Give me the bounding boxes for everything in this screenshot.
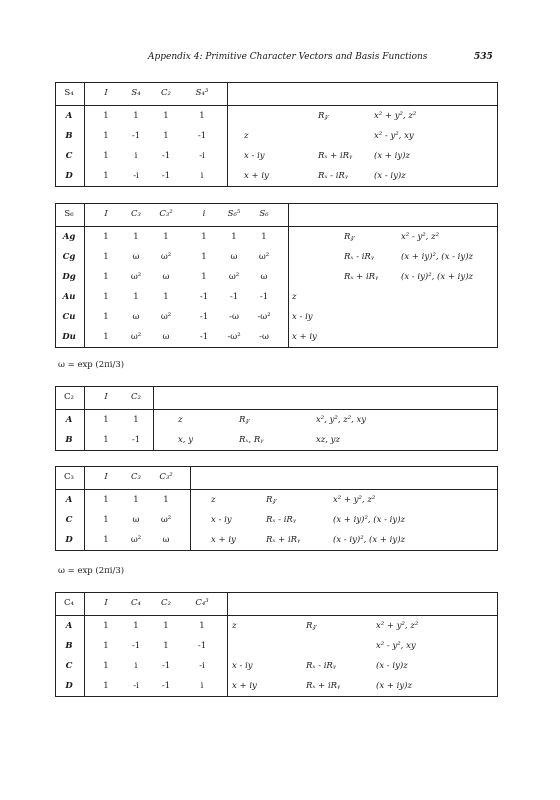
character-value: 1 <box>103 171 109 181</box>
quadratic-function: x² + y², z² <box>376 621 419 631</box>
class-header: C₃² <box>159 472 173 482</box>
basis-divider <box>227 593 228 696</box>
character-value: 1 <box>163 495 169 505</box>
character-value: 1 <box>103 435 109 445</box>
linear-function: z <box>211 495 216 505</box>
irrep-label: A <box>65 415 73 425</box>
character-value: 1 <box>163 641 169 651</box>
character-value: ω² <box>130 332 142 342</box>
irrep-label: Dg <box>62 272 76 282</box>
linear-function: x + iy <box>244 171 269 181</box>
quadratic-function: (x + iy)², (x - iy)z <box>401 252 473 262</box>
irrep-label: C <box>65 151 73 161</box>
quadratic-function: x², y², z², xy <box>316 415 367 425</box>
character-value: i <box>134 151 138 161</box>
class-header: I <box>104 392 108 402</box>
basis-divider <box>288 204 289 347</box>
irrep-label: A <box>65 495 73 505</box>
character-value: 1 <box>163 131 169 141</box>
character-value: 1 <box>103 332 109 342</box>
table-row <box>56 287 497 307</box>
irrep-label: Au <box>62 292 76 302</box>
column-divider <box>84 204 85 347</box>
basis-divider <box>153 387 154 450</box>
character-value: 1 <box>103 515 109 525</box>
class-header: I <box>104 88 108 98</box>
irrep-label: B <box>65 641 73 651</box>
table-row <box>56 656 497 676</box>
omega-note-s6: ω = exp (2πi/3) <box>58 360 125 370</box>
character-value: 1 <box>103 151 109 161</box>
character-value: i <box>200 171 204 181</box>
rotation: R𝓏 <box>344 232 355 242</box>
character-value: -1 <box>131 131 141 141</box>
class-header: C₃ <box>131 209 141 219</box>
character-value: 1 <box>133 415 139 425</box>
character-value: 1 <box>261 232 267 242</box>
character-value: ω² <box>258 252 270 262</box>
rotation: Rₓ - iRᵧ <box>306 661 337 671</box>
character-value: ω² <box>160 515 172 525</box>
linear-function: x - iy <box>292 312 313 322</box>
character-value: 1 <box>103 292 109 302</box>
table-header-row <box>56 204 497 227</box>
character-value: -1 <box>199 332 209 342</box>
character-table-c3 <box>55 466 498 551</box>
character-value: ω <box>132 312 140 322</box>
character-value: 1 <box>163 111 169 121</box>
character-value: -1 <box>197 131 207 141</box>
quadratic-function: (x - iy)z <box>374 171 406 181</box>
character-value: -ω² <box>257 312 271 322</box>
quadratic-function: x² - y², xy <box>376 641 416 651</box>
class-header: i <box>202 209 206 219</box>
table-row <box>56 146 497 166</box>
linear-function: x - iy <box>244 151 265 161</box>
character-value: 1 <box>133 232 139 242</box>
character-value: 1 <box>163 292 169 302</box>
character-value: -1 <box>199 312 209 322</box>
class-header: C₂ <box>161 598 171 608</box>
group-name: C₄ <box>64 598 74 608</box>
character-table-c2 <box>55 386 498 451</box>
character-value: 1 <box>103 272 109 282</box>
character-value: -ω <box>229 312 239 322</box>
irrep-label: Du <box>62 332 76 342</box>
character-value: 1 <box>103 495 109 505</box>
irrep-label: C <box>65 661 73 671</box>
quadratic-function: (x - iy)², (x + iy)z <box>333 535 405 545</box>
character-value: 1 <box>231 232 237 242</box>
linear-function: x + iy <box>232 681 257 691</box>
class-header: S₄ <box>131 88 141 98</box>
character-value: i <box>200 681 204 691</box>
character-value: -1 <box>161 151 171 161</box>
character-value: ω <box>230 252 238 262</box>
character-value: -1 <box>161 681 171 691</box>
class-header: C₄ <box>131 598 141 608</box>
class-header: I <box>104 209 108 219</box>
character-value: -1 <box>161 661 171 671</box>
class-header: I <box>104 598 108 608</box>
character-value: 1 <box>103 681 109 691</box>
character-value: -ω <box>259 332 269 342</box>
character-value: 1 <box>163 621 169 631</box>
irrep-label: B <box>65 131 73 141</box>
class-header: S₆ <box>259 209 269 219</box>
column-divider <box>84 593 85 696</box>
linear-function: x - iy <box>232 661 253 671</box>
irrep-label: C <box>65 515 73 525</box>
linear-function: x + iy <box>292 332 317 342</box>
character-value: 1 <box>103 252 109 262</box>
quadratic-function: x² - y², xy <box>374 131 414 141</box>
character-value: 1 <box>103 111 109 121</box>
character-value: ω² <box>130 535 142 545</box>
character-value: 1 <box>133 111 139 121</box>
table-row <box>56 247 497 267</box>
irrep-label: A <box>65 621 73 631</box>
column-divider <box>84 467 85 550</box>
linear-function: x - iy <box>211 515 232 525</box>
table-row <box>56 490 497 510</box>
table-row <box>56 307 497 327</box>
character-value: ω² <box>160 252 172 262</box>
character-value: -i <box>199 661 205 671</box>
rotation: Rₓ, Rᵧ <box>239 435 264 445</box>
linear-function: z <box>232 621 237 631</box>
rotation: R𝓏 <box>239 415 250 425</box>
character-value: 1 <box>103 641 109 651</box>
table-row <box>56 430 497 450</box>
class-header: C₃² <box>159 209 173 219</box>
character-value: ω <box>260 272 268 282</box>
class-header: C₄³ <box>195 598 209 608</box>
omega-note-c3: ω = exp (2πi/3) <box>58 566 125 576</box>
quadratic-function: x² + y², z² <box>333 495 376 505</box>
column-divider <box>84 83 85 186</box>
character-value: 1 <box>103 232 109 242</box>
character-value: -1 <box>131 435 141 445</box>
class-header: S₆⁵ <box>227 209 241 219</box>
quadratic-function: (x - iy)z <box>376 661 408 671</box>
class-header: C₂ <box>161 88 171 98</box>
quadratic-function: (x + iy)z <box>374 151 410 161</box>
character-table-c4 <box>55 592 498 697</box>
table-row <box>56 106 497 126</box>
linear-function: z <box>292 292 297 302</box>
irrep-label: Ag <box>62 232 76 242</box>
group-name: C₂ <box>64 392 74 402</box>
class-header: I <box>104 472 108 482</box>
linear-function: z <box>178 415 183 425</box>
table-header-row <box>56 83 497 106</box>
irrep-label: Cg <box>62 252 76 262</box>
character-value: ω <box>162 272 170 282</box>
character-value: 1 <box>103 535 109 545</box>
character-value: -i <box>199 151 205 161</box>
group-name: S₄ <box>64 88 74 98</box>
table-header-row <box>56 387 497 410</box>
basis-divider <box>227 83 228 186</box>
table-row <box>56 636 497 656</box>
character-value: -1 <box>259 292 269 302</box>
rotation: R𝓏 <box>318 111 329 121</box>
table-header-row <box>56 467 497 490</box>
character-value: ω <box>162 535 170 545</box>
linear-function: z <box>244 131 249 141</box>
running-header <box>0 52 560 66</box>
irrep-label: D <box>65 681 73 691</box>
character-value: 1 <box>199 111 205 121</box>
character-value: 1 <box>103 415 109 425</box>
rotation: Rₓ - iRᵧ <box>344 252 375 262</box>
table-row <box>56 410 497 430</box>
character-value: -ω² <box>227 332 241 342</box>
character-value: -1 <box>197 641 207 651</box>
irrep-label: D <box>65 535 73 545</box>
character-value: ω <box>162 332 170 342</box>
page-number: 535 <box>474 52 493 62</box>
rotation: Rₓ + iRᵧ <box>344 272 379 282</box>
character-value: 1 <box>199 621 205 631</box>
character-table-s6 <box>55 203 498 348</box>
character-value: 1 <box>133 495 139 505</box>
irrep-label: D <box>65 171 73 181</box>
table-row <box>56 530 497 550</box>
character-value: 1 <box>163 232 169 242</box>
group-name: C₃ <box>64 472 74 482</box>
character-value: 1 <box>201 232 207 242</box>
table-row <box>56 510 497 530</box>
group-name: S₆ <box>64 209 74 219</box>
quadratic-function: (x - iy)², (x + iy)z <box>401 272 473 282</box>
linear-function: x, y <box>178 435 193 445</box>
character-value: 1 <box>201 272 207 282</box>
character-value: -i <box>133 681 139 691</box>
class-header: C₂ <box>131 392 141 402</box>
character-value: -1 <box>131 641 141 651</box>
quadratic-function: x² + y², z² <box>374 111 417 121</box>
table-row <box>56 676 497 696</box>
table-row <box>56 166 497 186</box>
character-value: 1 <box>103 131 109 141</box>
table-row <box>56 227 497 247</box>
character-value: -1 <box>161 171 171 181</box>
character-value: ω <box>132 515 140 525</box>
quadratic-function: (x + iy)², (x - iy)z <box>333 515 405 525</box>
rotation: Rₓ - iRᵧ <box>318 171 349 181</box>
table-row <box>56 616 497 636</box>
character-value: 1 <box>103 312 109 322</box>
table-row <box>56 126 497 146</box>
rotation: Rₓ - iRᵧ <box>266 515 297 525</box>
character-value: 1 <box>103 621 109 631</box>
character-value: ω² <box>228 272 240 282</box>
character-value: ω <box>132 252 140 262</box>
quadratic-function: (x + iy)z <box>376 681 412 691</box>
character-value: -i <box>133 171 139 181</box>
rotation: Rₓ + iRᵧ <box>318 151 353 161</box>
rotation: R𝓏 <box>266 495 277 505</box>
class-header: S₄³ <box>195 88 209 98</box>
rotation: R𝓏 <box>306 621 317 631</box>
running-title: Appendix 4: Primitive Character Vectors and Basis Functions <box>148 52 428 62</box>
irrep-label: Cu <box>62 312 76 322</box>
irrep-label: A <box>65 111 73 121</box>
character-value: ω² <box>160 312 172 322</box>
class-header: C₃ <box>131 472 141 482</box>
column-divider <box>84 387 85 450</box>
character-value: 1 <box>133 292 139 302</box>
character-value: i <box>134 661 138 671</box>
character-value: 1 <box>133 621 139 631</box>
character-value: ω² <box>130 272 142 282</box>
rotation: Rₓ + iRᵧ <box>266 535 301 545</box>
linear-function: x + iy <box>211 535 236 545</box>
table-row <box>56 327 497 347</box>
character-value: -1 <box>199 292 209 302</box>
character-table-s4 <box>55 82 498 187</box>
basis-divider <box>190 467 191 550</box>
irrep-label: B <box>65 435 73 445</box>
rotation: Rₓ + iRᵧ <box>306 681 341 691</box>
table-row <box>56 267 497 287</box>
character-value: 1 <box>103 661 109 671</box>
quadratic-function: x² - y², z² <box>401 232 439 242</box>
quadratic-function: xz, yz <box>316 435 340 445</box>
character-value: 1 <box>201 252 207 262</box>
character-value: -1 <box>229 292 239 302</box>
table-header-row <box>56 593 497 616</box>
